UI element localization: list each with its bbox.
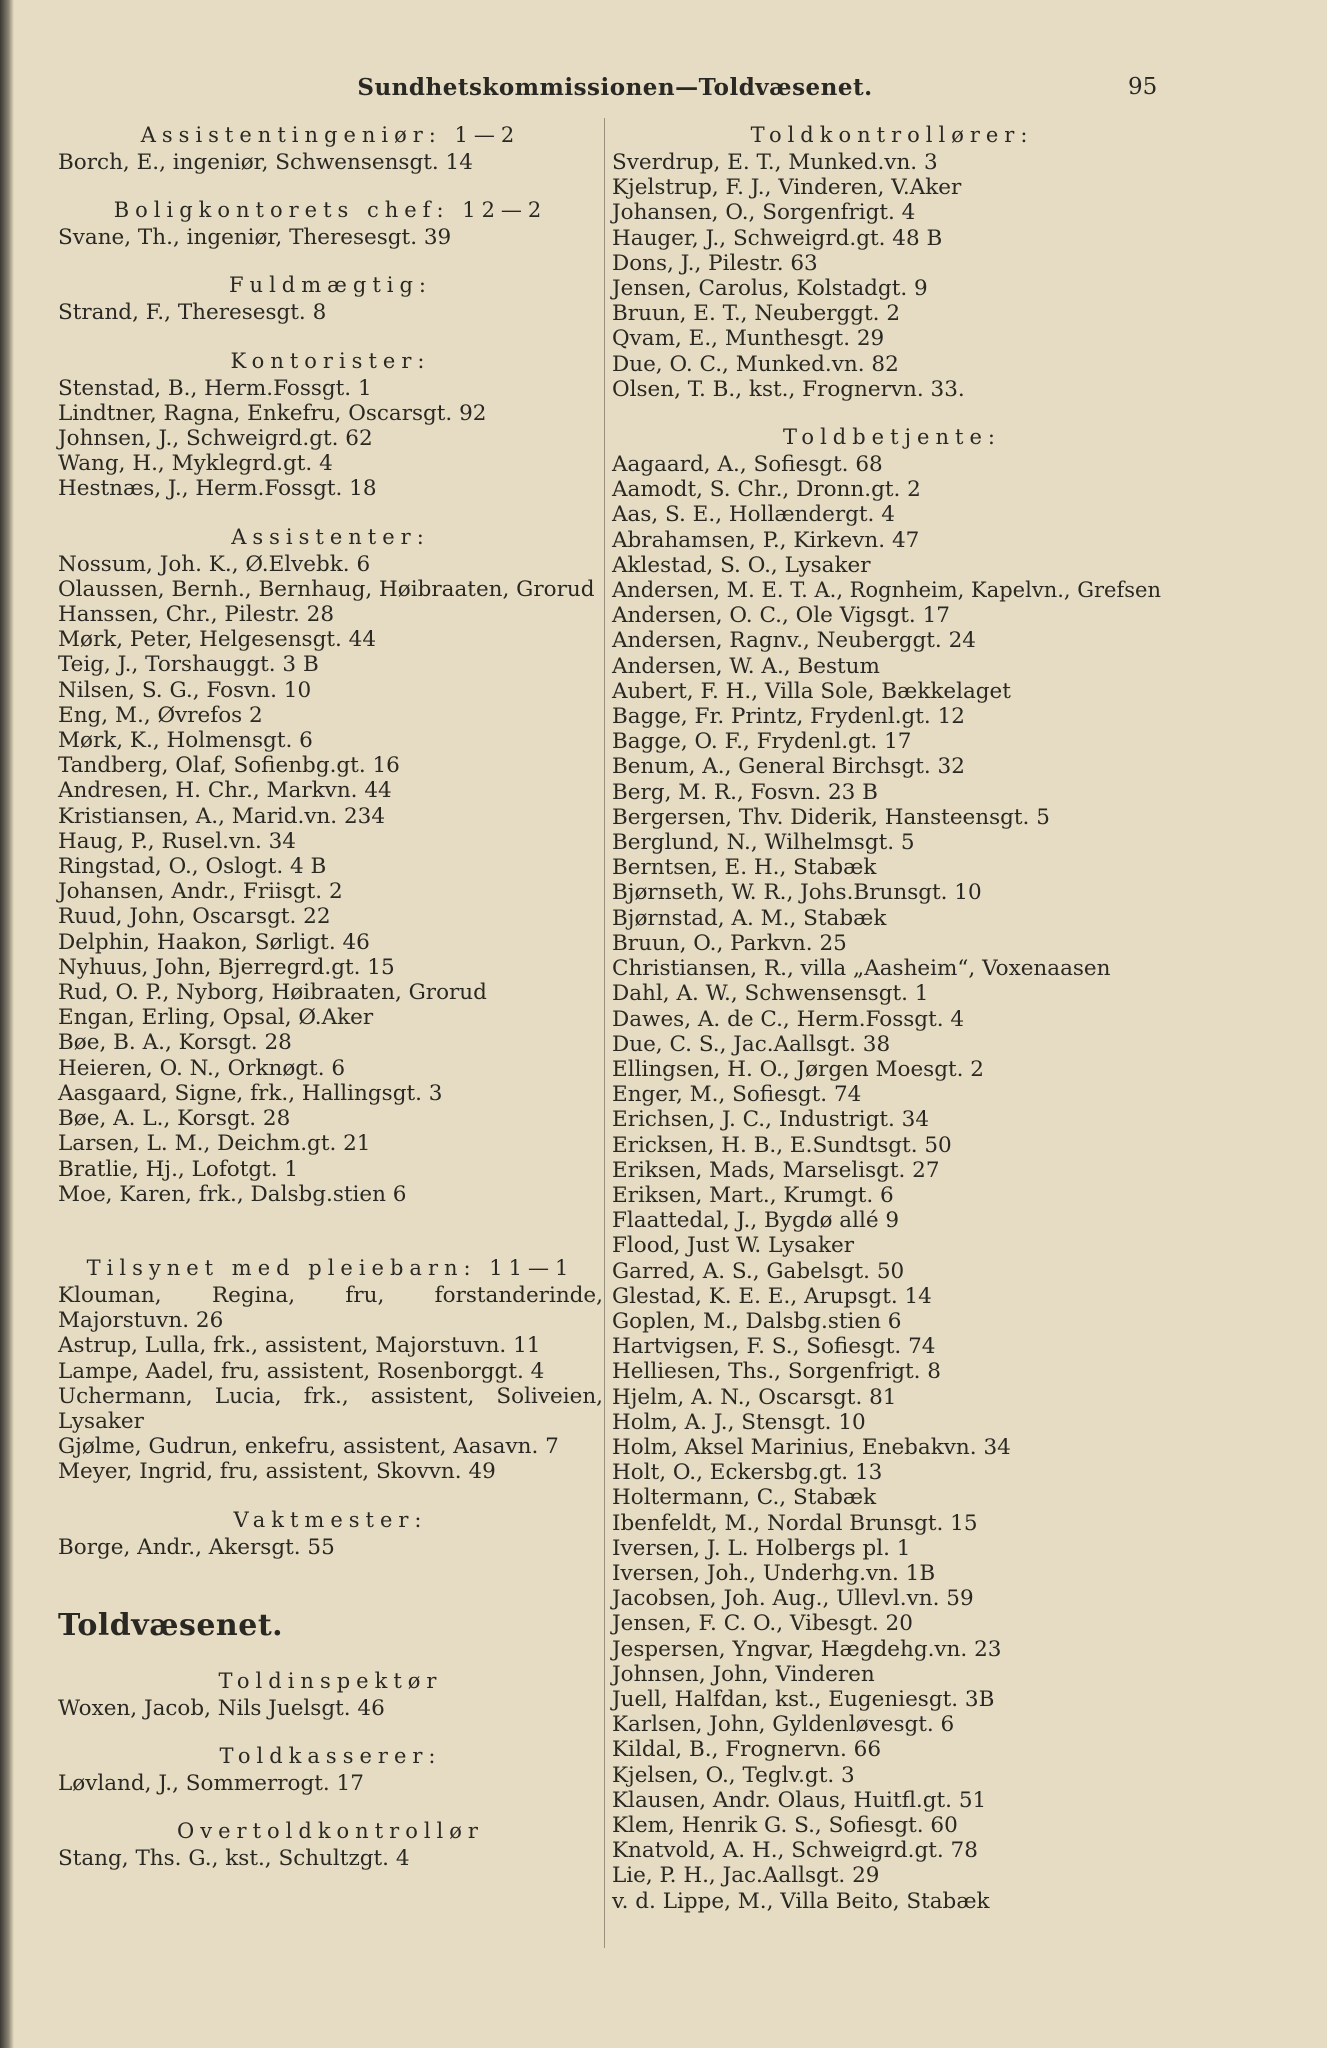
section-heading: Kontorister: xyxy=(230,348,431,373)
directory-entry: Andresen, H. Chr., Markvn. 44 xyxy=(58,778,392,804)
directory-entry: Ringstad, O., Oslogt. 4 B xyxy=(58,854,327,880)
directory-entry: Lampe, Aadel, fru, assistent, Rosenborggt. 4 xyxy=(58,1358,545,1384)
directory-entry: Aas, S. E., Hollændergt. 4 xyxy=(612,502,895,528)
running-head: Sundhetskommissionen—Toldvæsenet. xyxy=(357,74,873,101)
entry-list xyxy=(58,225,603,250)
directory-entry: Heieren, O. N., Orknøgt. 6 xyxy=(58,1055,346,1081)
section-heading: Boligkontorets chef: 12—2 xyxy=(113,198,548,223)
section-heading: Assistentingeniør: 1—2 xyxy=(140,123,521,147)
directory-entry: Holtermann, C., Stabæk xyxy=(612,1485,877,1511)
directory-entry: Bruun, O., Parkvn. 25 xyxy=(612,930,847,956)
directory-entry: Rud, O. P., Nyborg, Høibraaten, Grorud xyxy=(58,980,487,1006)
directory-entry: Knatvold, A. H., Schweigrd.gt. 78 xyxy=(612,1838,978,1864)
section-heading: Tilsynet med pleiebarn: 11—1 xyxy=(86,1255,575,1280)
directory-entry: Goplen, M., Dalsbg.stien 6 xyxy=(612,1308,902,1334)
directory-entry: Sverdrup, E. T., Munked.vn. 3 xyxy=(612,150,938,175)
section-toldbetjente xyxy=(612,422,1172,1914)
directory-entry: Flood, Just W. Lysaker xyxy=(612,1233,855,1259)
section-assistentingenior xyxy=(58,120,603,175)
directory-entry: Kristiansen, A., Marid.vn. 234 xyxy=(58,803,386,829)
directory-entry: Bjørnseth, W. R., Johs.Brunsgt. 10 xyxy=(612,880,982,906)
directory-entry: Nilsen, S. G., Fosvn. 10 xyxy=(58,677,312,703)
directory-entry: Berntsen, E. H., Stabæk xyxy=(612,855,877,881)
directory-entry: Aklestad, S. O., Lysaker xyxy=(612,552,871,578)
directory-entry: Bjørnstad, A. M., Stabæk xyxy=(612,905,887,931)
directory-entry: Bratlie, Hj., Lofotgt. 1 xyxy=(58,1156,299,1182)
entry-list xyxy=(58,1696,603,1721)
directory-entry: Stang, Ths. G., kst., Schultzgt. 4 xyxy=(58,1846,410,1872)
entry-list xyxy=(58,1771,603,1796)
directory-entry: Mørk, K., Holmensgt. 6 xyxy=(58,728,313,754)
directory-entry: Abrahamsen, P., Kirkevn. 47 xyxy=(612,527,920,553)
directory-entry: Astrup, Lulla, frk., assistent, Majorstuvn. 11 xyxy=(58,1333,541,1359)
entry-list xyxy=(58,150,603,175)
directory-entry: Berglund, N., Wilhelmsgt. 5 xyxy=(612,830,915,856)
directory-entry: Jacobsen, Joh. Aug., Ullevl.vn. 59 xyxy=(612,1586,974,1612)
directory-entry: Aamodt, S. Chr., Dronn.gt. 2 xyxy=(612,477,921,503)
section-toldkasserer xyxy=(58,1741,603,1796)
directory-entry: Larsen, L. M., Deichm.gt. 21 xyxy=(58,1131,371,1157)
directory-entry: Olsen, T. B., kst., Frognervn. 33. xyxy=(612,376,965,402)
directory-entry: Klem, Henrik G. S., Sofiesgt. 60 xyxy=(612,1813,958,1838)
directory-entry: Christiansen, R., villa „Aasheim“, Voxenaasen xyxy=(612,956,1111,982)
section-heading: Assistenter: xyxy=(231,524,430,549)
section-boligkontoret xyxy=(58,195,603,250)
directory-entry: Jespersen, Yngvar, Hægdehg.vn. 23 xyxy=(612,1636,1002,1662)
section-toldinspektor xyxy=(58,1666,603,1721)
directory-entry: Klausen, Andr. Olaus, Huitfl.gt. 51 xyxy=(612,1787,987,1813)
section-heading: Toldkontrollører: xyxy=(750,123,1034,147)
directory-entry: Bruun, E. T., Neuberggt. 2 xyxy=(612,301,900,327)
entry-list xyxy=(58,552,603,1207)
right-column xyxy=(612,120,1172,1914)
directory-entry: Hjelm, A. N., Oscarsgt. 81 xyxy=(612,1384,897,1410)
directory-entry: v. d. Lippe, M., Villa Beito, Stabæk xyxy=(612,1888,990,1914)
directory-entry: Qvam, E., Munthesgt. 29 xyxy=(612,326,885,352)
directory-entry: Kjelstrup, F. J., Vinderen, V.Aker xyxy=(612,175,962,201)
directory-entry: Andersen, Ragnv., Neuberggt. 24 xyxy=(612,628,976,654)
spacer xyxy=(58,1207,603,1233)
section-overtoldkontrollor xyxy=(58,1816,603,1871)
directory-entry: Strand, F., Theresesgt. 8 xyxy=(58,300,327,326)
section-heading: Overtoldkontrollør xyxy=(177,1819,484,1844)
directory-entry: Engan, Erling, Opsal, Ø.Aker xyxy=(58,1005,374,1031)
directory-entry: Haug, P., Rusel.vn. 34 xyxy=(58,828,296,854)
directory-entry: Kildal, B., Frognervn. 66 xyxy=(612,1737,882,1763)
directory-entry: Andersen, W. A., Bestum xyxy=(612,653,880,679)
directory-entry: Iversen, J. L. Holbergs pl. 1 xyxy=(612,1535,911,1561)
section-heading: Toldbetjente: xyxy=(783,425,1001,450)
directory-entry: Bøe, B. A., Korsgt. 28 xyxy=(58,1030,292,1056)
directory-entry: Johansen, O., Sorgenfrigt. 4 xyxy=(612,200,916,226)
directory-entry: Jensen, Carolus, Kolstadgt. 9 xyxy=(612,276,928,302)
directory-entry: Eriksen, Mads, Marselisgt. 27 xyxy=(612,1157,940,1183)
directory-entry: Mørk, Peter, Helgesensgt. 44 xyxy=(58,627,377,653)
directory-entry: Delphin, Haakon, Sørligt. 46 xyxy=(58,929,370,955)
directory-entry: Wang, H., Myklegrd.gt. 4 xyxy=(58,451,333,477)
directory-entry: Enger, M., Sofiesgt. 74 xyxy=(612,1082,862,1108)
entry-list xyxy=(58,1283,603,1485)
section-heading: Vaktmester: xyxy=(233,1507,428,1532)
directory-entry: Bergersen, Thv. Diderik, Hansteensgt. 5 xyxy=(612,804,1050,830)
directory-entry: Benum, A., General Birchsgt. 32 xyxy=(612,754,965,780)
directory-entry: Dawes, A. de C., Herm.Fossgt. 4 xyxy=(612,1006,965,1032)
section-assistenter xyxy=(58,522,603,1207)
directory-entry: Eriksen, Mart., Krumgt. 6 xyxy=(612,1182,894,1208)
section-heading: Toldkasserer: xyxy=(219,1743,442,1768)
directory-entry: Klouman, Regina, fru, forstanderinde, Majorstuvn. 26 xyxy=(58,1282,603,1334)
directory-entry: Hanssen, Chr., Pilestr. 28 xyxy=(58,602,334,628)
directory-entry: Andersen, O. C., Ole Vigsgt. 17 xyxy=(612,603,950,629)
directory-entry: Ellingsen, H. O., Jørgen Moesgt. 2 xyxy=(612,1056,984,1082)
directory-entry: Borge, Andr., Akersgt. 55 xyxy=(58,1534,335,1560)
directory-entry: Iversen, Joh., Underhg.vn. 1B xyxy=(612,1560,936,1586)
directory-entry: Johnsen, John, Vinderen xyxy=(612,1661,875,1687)
directory-entry: Lindtner, Ragna, Enkefru, Oscarsgt. 92 xyxy=(58,400,487,426)
directory-entry: Hauger, J., Schweigrd.gt. 48 B xyxy=(612,225,943,251)
directory-entry: Nyhuus, John, Bjerregrd.gt. 15 xyxy=(58,954,395,980)
directory-entry: Glestad, K. E. E., Arupsgt. 14 xyxy=(612,1283,932,1309)
entry-list xyxy=(58,1535,603,1560)
directory-entry: Olaussen, Bernh., Bernhaug, Høibraaten, Grorud xyxy=(58,576,595,602)
directory-entry: Holm, Aksel Marinius, Enebakvn. 34 xyxy=(612,1434,1011,1460)
directory-entry: Gjølme, Gudrun, enkefru, assistent, Aasavn. 7 xyxy=(58,1434,559,1460)
left-column xyxy=(58,120,603,1871)
directory-entry: Ericksen, H. B., E.Sundtsgt. 50 xyxy=(612,1132,952,1158)
directory-entry: Kjelsen, O., Teglv.gt. 3 xyxy=(612,1762,855,1788)
directory-entry: Woxen, Jacob, Nils Juelsgt. 46 xyxy=(58,1695,385,1721)
directory-entry: Dons, J., Pilestr. 63 xyxy=(612,250,818,276)
directory-entry: Meyer, Ingrid, fru, assistent, Skovvn. 49 xyxy=(58,1459,496,1485)
directory-entry: Uchermann, Lucia, frk., assistent, Soliveien, Lysaker xyxy=(58,1383,603,1434)
directory-entry: Jensen, F. C. O., Vibesgt. 20 xyxy=(612,1611,913,1637)
directory-entry: Eng, M., Øvrefos 2 xyxy=(58,702,263,728)
section-tilsynet xyxy=(58,1253,603,1485)
directory-entry: Andersen, M. E. T. A., Rognheim, Kapelvn., Grefsen xyxy=(612,578,1161,603)
directory-entry: Garred, A. S., Gabelsgt. 50 xyxy=(612,1258,905,1284)
directory-entry: Borch, E., ingeniør, Schwensensgt. 14 xyxy=(58,150,473,175)
entry-list xyxy=(58,300,603,325)
directory-entry: Johansen, Andr., Friisgt. 2 xyxy=(58,879,343,905)
directory-entry: Svane, Th., ingeniør, Theresesgt. 39 xyxy=(58,225,452,251)
entry-list xyxy=(58,376,603,502)
section-toldkontrollorer xyxy=(612,120,1172,402)
directory-entry: Dahl, A. W., Schwensensgt. 1 xyxy=(612,981,929,1007)
directory-entry: Ibenfeldt, M., Nordal Brunsgt. 15 xyxy=(612,1510,978,1536)
directory-entry: Due, C. S., Jac.Aallsgt. 38 xyxy=(612,1031,891,1057)
directory-entry: Helliesen, Ths., Sorgenfrigt. 8 xyxy=(612,1359,941,1385)
section-heading: Toldinspektør xyxy=(218,1668,443,1693)
directory-entry: Aasgaard, Signe, frk., Hallingsgt. 3 xyxy=(58,1080,443,1106)
directory-entry: Holt, O., Eckersbg.gt. 13 xyxy=(612,1460,883,1486)
directory-entry: Løvland, J., Sommerrogt. 17 xyxy=(58,1770,364,1796)
directory-entry: Erichsen, J. C., Industrigt. 34 xyxy=(612,1107,930,1133)
entry-list xyxy=(612,452,1172,1914)
directory-entry: Due, O. C., Munked.vn. 82 xyxy=(612,351,899,377)
directory-entry: Aagaard, A., Sofiesgt. 68 xyxy=(612,452,883,478)
directory-entry: Ruud, John, Oscarsgt. 22 xyxy=(58,904,331,930)
directory-entry: Lie, P. H., Jac.Aallsgt. 29 xyxy=(612,1863,880,1889)
entry-list xyxy=(612,150,1172,402)
directory-entry: Moe, Karen, frk., Dalsbg.stien 6 xyxy=(58,1181,407,1207)
section-heading: Fuldmægtig: xyxy=(228,273,433,298)
section-kontorister xyxy=(58,346,603,502)
directory-entry: Berg, M. R., Fosvn. 23 B xyxy=(612,779,878,805)
directory-entry: Aubert, F. H., Villa Sole, Bækkelaget xyxy=(612,678,1011,704)
directory-entry: Bagge, O. F., Frydenl.gt. 17 xyxy=(612,729,912,755)
directory-entry: Hestnæs, J., Herm.Fossgt. 18 xyxy=(58,476,377,502)
directory-entry: Flaattedal, J., Bygdø allé 9 xyxy=(612,1208,900,1234)
directory-entry: Juell, Halfdan, kst., Eugeniesgt. 3B xyxy=(612,1686,995,1712)
directory-entry: Tandberg, Olaf, Sofienbg.gt. 16 xyxy=(58,753,400,779)
directory-entry: Bagge, Fr. Printz, Frydenl.gt. 12 xyxy=(612,704,965,730)
page-number: 95 xyxy=(1128,74,1158,100)
directory-entry: Bøe, A. L., Korsgt. 28 xyxy=(58,1106,291,1132)
column-divider xyxy=(604,118,605,1948)
directory-entry: Karlsen, John, Gyldenløvesgt. 6 xyxy=(612,1712,955,1738)
toldvaesenet-title: Toldvæsenet. xyxy=(58,1607,284,1643)
entry-list xyxy=(58,1846,603,1871)
directory-entry: Stenstad, B., Herm.Fossgt. 1 xyxy=(58,375,372,401)
directory-entry: Holm, A. J., Stensgt. 10 xyxy=(612,1409,866,1435)
directory-entry: Johnsen, J., Schweigrd.gt. 62 xyxy=(58,426,373,452)
directory-entry: Teig, J., Torshauggt. 3 B xyxy=(58,652,319,678)
book-spine-shadow xyxy=(0,0,14,2048)
section-fuldmaegtig xyxy=(58,270,603,325)
directory-entry: Nossum, Joh. K., Ø.Elvebk. 6 xyxy=(58,551,371,577)
directory-entry: Hartvigsen, F. S., Sofiesgt. 74 xyxy=(612,1334,936,1360)
section-vaktmester xyxy=(58,1505,603,1560)
